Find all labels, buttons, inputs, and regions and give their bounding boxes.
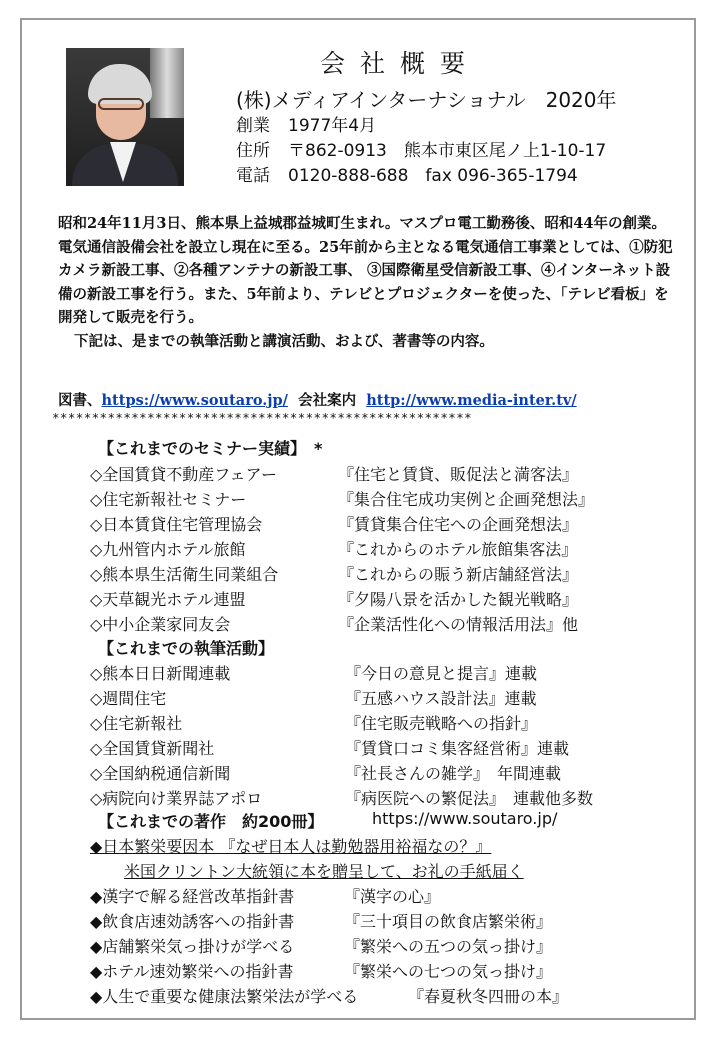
seminar-topic-6: 『企業活性化への情報活用法』他 bbox=[338, 615, 579, 634]
book-title-2: 『繁栄への五つの気っ掛け』 bbox=[344, 937, 553, 956]
writing-org-3: ◇全国賃貸新聞社 bbox=[90, 739, 215, 758]
writing-heading: 【これまでの執筆活動】 bbox=[98, 639, 275, 658]
founded-label: 創業 bbox=[236, 116, 270, 136]
founded-row bbox=[236, 111, 376, 136]
writing-topic-0: 『今日の意見と提言』連載 bbox=[345, 664, 538, 683]
writing-org-5: ◇病院向け業界誌アポロ bbox=[90, 789, 263, 808]
featured-book: ◆日本繁栄要因本 『なぜ日本人は勤勉器用裕福なの？』 bbox=[90, 837, 492, 856]
books-heading: 【これまでの著作 約200冊】 bbox=[98, 812, 324, 831]
biography bbox=[58, 212, 678, 353]
address-row bbox=[236, 136, 606, 161]
seminar-org-6: ◇中小企業家同友会 bbox=[90, 615, 231, 634]
book-desc-1: ◆飲食店速効誘客への指針書 bbox=[90, 912, 295, 931]
bio-paragraph: 昭和24年11月3日、熊本県上益城郡益城町生まれ。マスプロ電工勤務後、昭和44年の創業。 電気通信設備会社を設立し現在に至る。25年前から主となる電気通信工事業としては、①防犯カメラ新設工事、②各種アンテナの新設工事、 ③国際衛星受信新設工事、④インターネット設備の新設工事を行う。また、5年前より、テレビとプロジェクターを使った、「テレビ看板」を開発して販売を行う。 bbox=[58, 215, 673, 326]
writing-topic-3: 『賃貸口コミ集客経営術』連載 bbox=[345, 739, 570, 758]
seminar-org-4: ◇熊本県生活衛生同業組合 bbox=[90, 565, 279, 584]
portrait-photo bbox=[66, 48, 184, 186]
books-url: https://www.soutaro.jp/ bbox=[372, 809, 558, 828]
seminar-topic-2: 『賃貸集合住宅への企画発想法』 bbox=[338, 515, 579, 534]
writing-topic-4: 『社長さんの雑学』 年間連載 bbox=[345, 764, 562, 783]
company-link[interactable]: http://www.media-inter.tv/ bbox=[366, 392, 577, 409]
writing-org-2: ◇住宅新報社 bbox=[90, 714, 183, 733]
writing-org-0: ◇熊本日日新聞連載 bbox=[90, 664, 231, 683]
page-title: 会社概要 bbox=[320, 49, 481, 78]
founded-value: 1977年4月 bbox=[288, 116, 377, 136]
seminar-org-3: ◇九州管内ホテル旅館 bbox=[90, 540, 246, 559]
seminars-heading: 【これまでのセミナー実績】 * bbox=[98, 439, 323, 458]
phone-value: 0120-888-688 fax 096-365-1794 bbox=[288, 166, 578, 186]
writing-org-4: ◇全国納税通信新聞 bbox=[90, 764, 231, 783]
book-desc-3: ◆ホテル速効繁栄への指針書 bbox=[90, 962, 294, 981]
books-link[interactable]: https://www.soutaro.jp/ bbox=[101, 392, 288, 409]
book-title-0: 『漢字の心』 bbox=[344, 887, 441, 906]
seminar-org-2: ◇日本賃貸住宅管理協会 bbox=[90, 515, 263, 534]
writing-org-1: ◇週間住宅 bbox=[90, 689, 167, 708]
seminar-org-5: ◇天草観光ホテル連盟 bbox=[90, 590, 246, 609]
seminar-org-1: ◇住宅新報社セミナー bbox=[90, 490, 247, 509]
books-link-label: 図書、 bbox=[58, 392, 102, 409]
book-desc-0: ◆漢字で解る経営改革指針書 bbox=[90, 887, 295, 906]
separator-stars: ***************************************************** bbox=[52, 410, 473, 425]
seminar-topic-1: 『集合住宅成功実例と企画発想法』 bbox=[338, 490, 595, 509]
links-row bbox=[58, 389, 577, 410]
featured-book-note: 米国クリントン大統領に本を贈呈して、お礼の手紙届く bbox=[124, 862, 524, 881]
phone-row bbox=[236, 161, 578, 186]
book-title-4: 『春夏秋冬四冊の本』 bbox=[408, 987, 569, 1006]
address-label: 住所 bbox=[236, 141, 270, 161]
seminar-topic-4: 『これからの賑う新店舗経営法』 bbox=[338, 565, 579, 584]
writing-topic-1: 『五感ハウス設計法』連載 bbox=[345, 689, 537, 708]
seminar-org-0: ◇全国賃貸不動産フェアー bbox=[90, 465, 278, 484]
book-title-3: 『繁栄への七つの気っ掛け』 bbox=[344, 962, 553, 981]
company-name: (株)メディアインターナショナル 2020年 bbox=[236, 88, 617, 112]
writing-topic-5: 『病医院への繁促法』 連載他多数 bbox=[345, 789, 594, 808]
bookshelf-shape bbox=[150, 48, 184, 118]
seminar-topic-0: 『住宅と賃貸、販促法と満客法』 bbox=[338, 465, 579, 484]
bio-note: 下記は、是までの執筆活動と講演活動、および、著書等の内容。 bbox=[74, 332, 494, 350]
writing-topic-2: 『住宅販売戦略への指針』 bbox=[345, 714, 538, 733]
book-desc-4: ◆人生で重要な健康法繁栄法が学べる bbox=[90, 987, 359, 1006]
seminar-topic-5: 『夕陽八景を活かした観光戦略』 bbox=[338, 590, 579, 609]
glasses-shape bbox=[98, 98, 144, 110]
book-desc-2: ◆店舗繁栄気っ掛けが学べる bbox=[90, 937, 295, 956]
seminar-topic-3: 『これからのホテル旅館集客法』 bbox=[338, 540, 578, 559]
address-value: 〒862-0913 熊本市東区尾ノ上1-10-17 bbox=[288, 141, 607, 161]
company-link-label: 会社案内 bbox=[298, 392, 357, 409]
phone-label: 電話 bbox=[236, 166, 270, 186]
book-title-1: 『三十項目の飲食店繁栄術』 bbox=[344, 912, 553, 931]
